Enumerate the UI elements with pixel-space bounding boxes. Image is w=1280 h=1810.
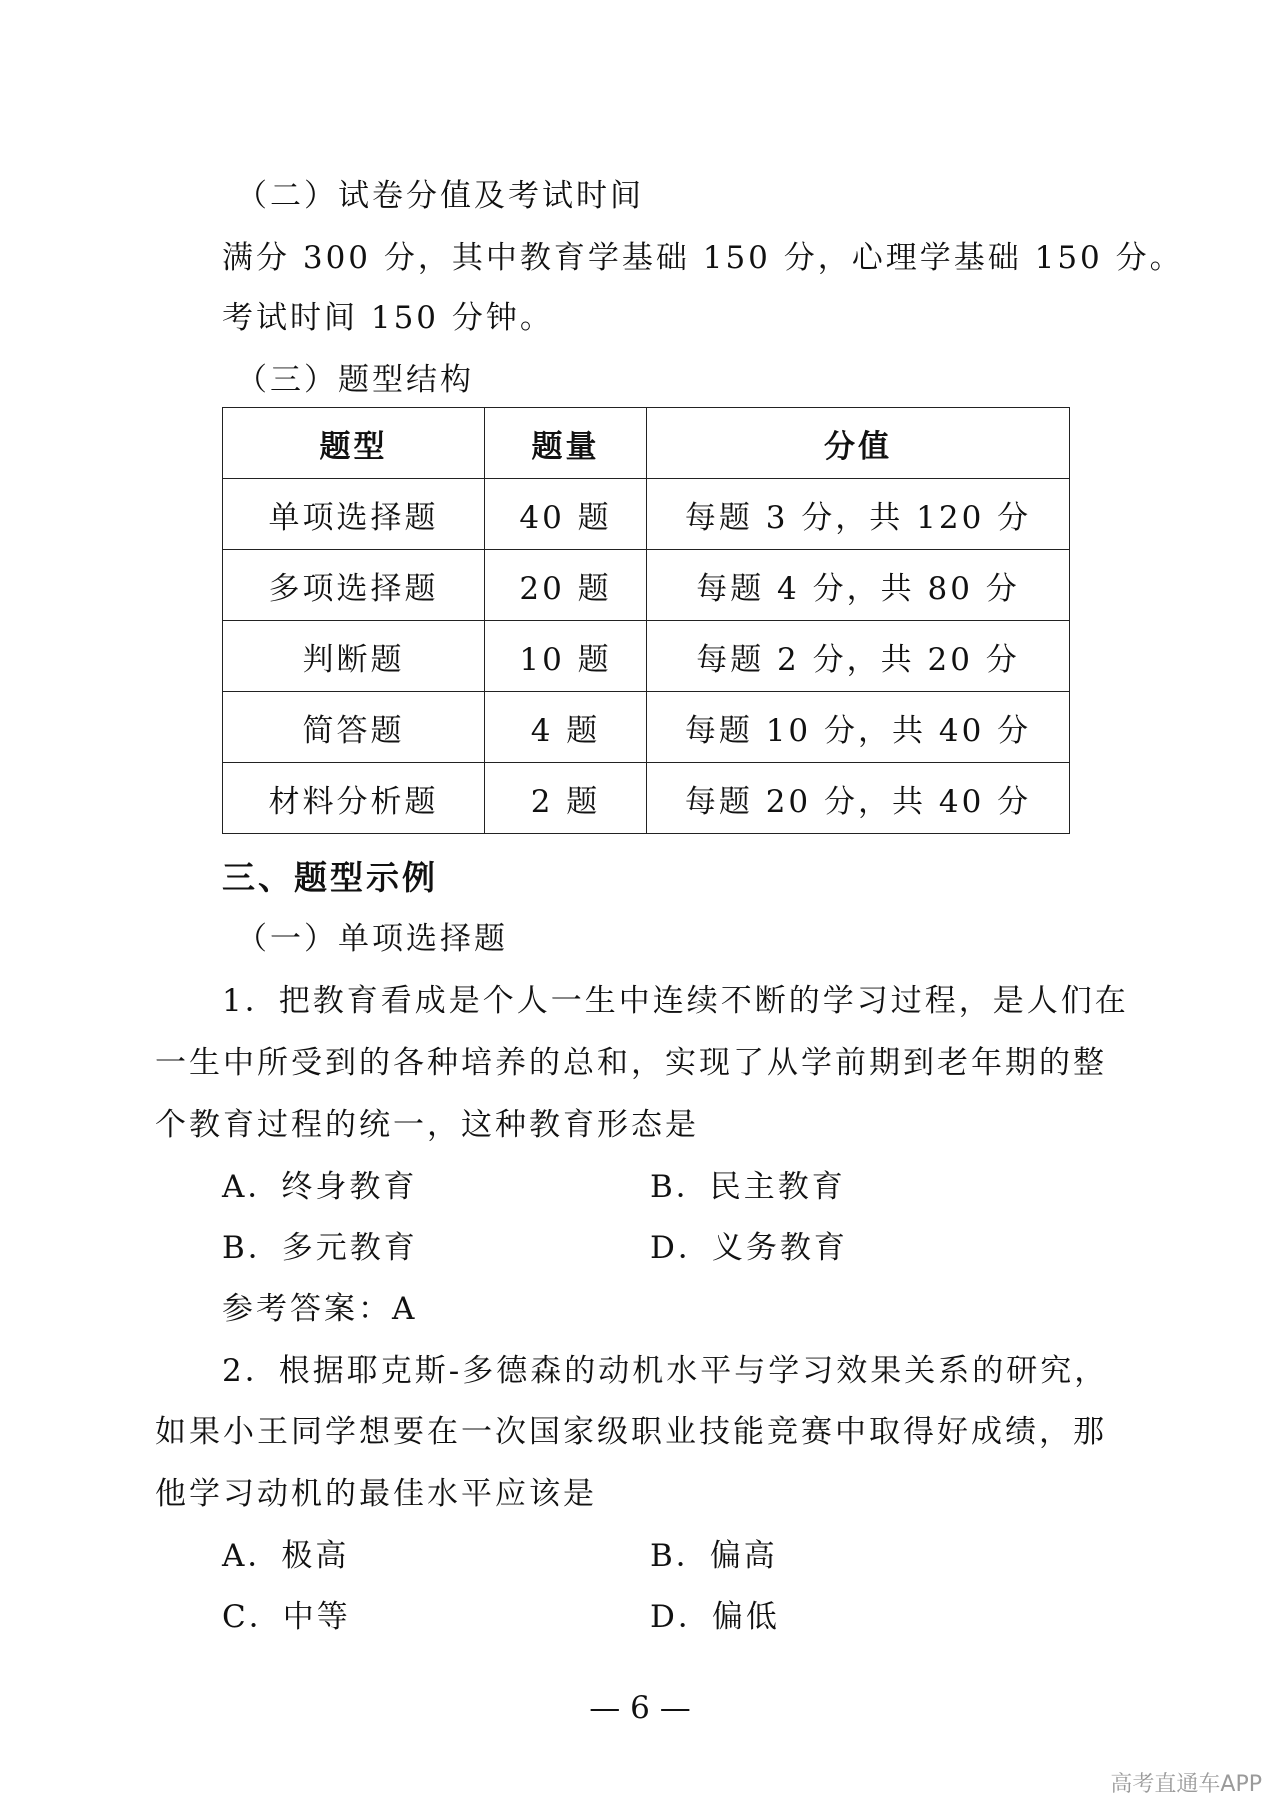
cell-count: 20 题	[485, 550, 647, 621]
cell-score: 每题 4 分，共 80 分	[647, 550, 1070, 621]
table-row	[223, 692, 1070, 763]
question-1-line-2: 一生中所受到的各种培养的总和，实现了从学前期到老年期的整	[155, 1045, 1107, 1081]
table-row	[223, 621, 1070, 692]
question-1-answer: 参考答案：A	[222, 1291, 418, 1327]
question-2-line-1: 2．根据耶克斯-多德森的动机水平与学习效果关系的研究，	[222, 1353, 1109, 1389]
page-number: — 6 —	[589, 1690, 691, 1726]
section-heading-score-time: （二）试卷分值及考试时间	[236, 178, 644, 214]
question-1-option-b: B．民主教育	[650, 1169, 846, 1205]
cell-count: 2 题	[485, 763, 647, 834]
score-line: 满分 300 分，其中教育学基础 150 分，心理学基础 150 分。	[222, 240, 1184, 276]
cell-score: 每题 10 分，共 40 分	[647, 692, 1070, 763]
header-type: 题型	[223, 408, 485, 479]
cell-score: 每题 3 分，共 120 分	[647, 479, 1070, 550]
question-1-option-d: D．义务教育	[650, 1230, 848, 1266]
question-2-option-b: B．偏高	[650, 1538, 778, 1574]
question-1-option-c: B．多元教育	[222, 1230, 418, 1266]
cell-score: 每题 2 分，共 20 分	[647, 621, 1070, 692]
table-header-row	[223, 408, 1070, 479]
header-score: 分值	[647, 408, 1070, 479]
cell-type: 多项选择题	[223, 550, 485, 621]
question-2-line-3: 他学习动机的最佳水平应该是	[155, 1476, 597, 1512]
question-1-line-3: 个教育过程的统一，这种教育形态是	[155, 1107, 699, 1143]
question-2-line-2: 如果小王同学想要在一次国家级职业技能竞赛中取得好成绩，那	[155, 1414, 1107, 1450]
question-1-option-a: A．终身教育	[222, 1169, 418, 1205]
cell-type: 判断题	[223, 621, 485, 692]
cell-type: 材料分析题	[223, 763, 485, 834]
table-row	[223, 479, 1070, 550]
question-2-option-c: C．中等	[222, 1599, 351, 1635]
question-1-line-1: 1．把教育看成是个人一生中连续不断的学习过程，是人们在	[222, 983, 1129, 1019]
cell-count: 40 题	[485, 479, 647, 550]
cell-count: 4 题	[485, 692, 647, 763]
question-2-option-d: D．偏低	[650, 1599, 780, 1635]
table-row	[223, 550, 1070, 621]
question-2-option-a: A．极高	[222, 1538, 350, 1574]
cell-type: 单项选择题	[223, 479, 485, 550]
table-row	[223, 763, 1070, 834]
section-heading-examples: 三、题型示例	[222, 858, 438, 897]
question-type-table	[222, 407, 1070, 834]
cell-type: 简答题	[223, 692, 485, 763]
subsection-heading-single-choice: （一）单项选择题	[236, 921, 508, 957]
header-count: 题量	[485, 408, 647, 479]
cell-count: 10 题	[485, 621, 647, 692]
cell-score: 每题 20 分，共 40 分	[647, 763, 1070, 834]
time-line: 考试时间 150 分钟。	[222, 300, 554, 336]
section-heading-structure: （三）题型结构	[236, 362, 474, 398]
watermark: 高考直通车APP	[1110, 1772, 1262, 1797]
